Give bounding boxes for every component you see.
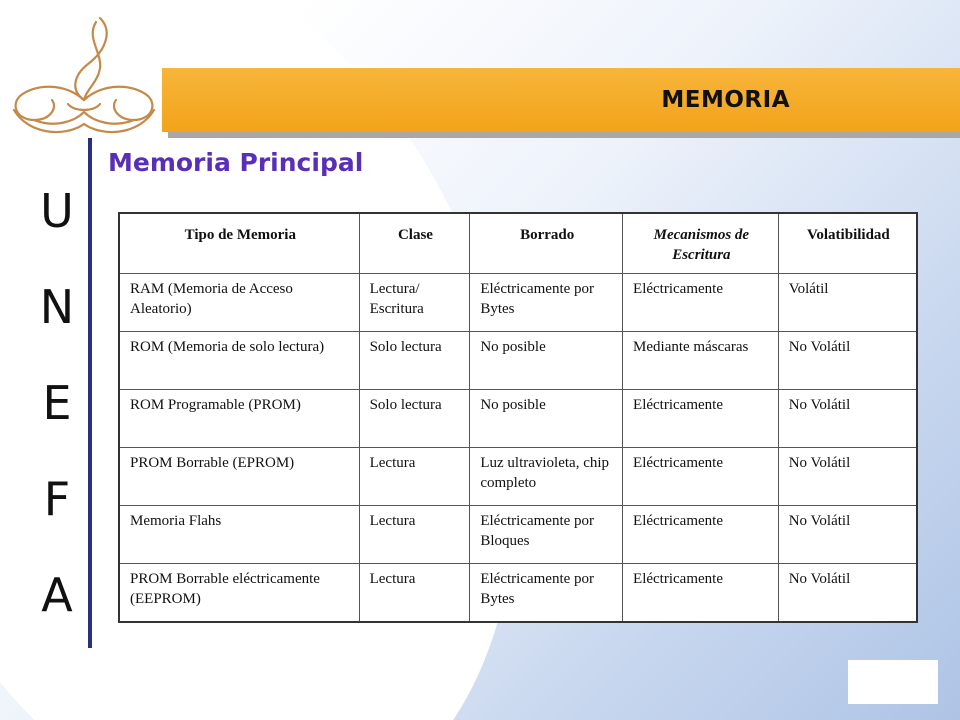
cell-volatilidad: Volátil [778, 274, 917, 332]
cell-borrado: Eléctricamente por Bloques [470, 506, 623, 564]
cell-mecanismo: Eléctricamente [623, 274, 779, 332]
table-row [119, 274, 917, 332]
cell-tipo: ROM (Memoria de solo lectura) [119, 332, 359, 390]
section-subtitle: Memoria Principal [108, 148, 364, 177]
cell-clase: Lectura/ Escritura [359, 274, 470, 332]
unefa-vertical-text [22, 178, 92, 658]
cell-tipo: PROM Borrable eléctricamente (EEPROM) [119, 564, 359, 622]
header-mecanismos: Mecanismos de Escritura [623, 213, 779, 274]
cell-mecanismo: Eléctricamente [623, 390, 779, 448]
letter-f: F [43, 472, 71, 526]
table-row [119, 332, 917, 390]
vertical-divider [88, 138, 92, 648]
cell-borrado: No posible [470, 332, 623, 390]
table-row [119, 506, 917, 564]
cell-mecanismo: Eléctricamente [623, 506, 779, 564]
cell-tipo: RAM (Memoria de Acceso Aleatorio) [119, 274, 359, 332]
table-row [119, 448, 917, 506]
cell-tipo: ROM Programable (PROM) [119, 390, 359, 448]
header-borrado: Borrado [470, 213, 623, 274]
cell-clase: Lectura [359, 448, 470, 506]
header-tipo: Tipo de Memoria [119, 213, 359, 274]
letter-e: E [42, 376, 72, 430]
ornament-swirl-icon [4, 12, 164, 144]
cell-mecanismo: Mediante máscaras [623, 332, 779, 390]
cell-tipo: PROM Borrable (EPROM) [119, 448, 359, 506]
header-volatibilidad: Volatibilidad [778, 213, 917, 274]
table-header-row [119, 213, 917, 274]
cell-borrado: Eléctricamente por Bytes [470, 564, 623, 622]
letter-u: U [40, 184, 74, 238]
cell-volatilidad: No Volátil [778, 564, 917, 622]
cell-borrado: No posible [470, 390, 623, 448]
corner-placeholder [848, 660, 938, 704]
table-row [119, 390, 917, 448]
cell-clase: Solo lectura [359, 390, 470, 448]
cell-volatilidad: No Volátil [778, 448, 917, 506]
cell-tipo: Memoria Flahs [119, 506, 359, 564]
cell-clase: Lectura [359, 506, 470, 564]
letter-n: N [39, 280, 75, 334]
cell-borrado: Eléctricamente por Bytes [470, 274, 623, 332]
table-row [119, 564, 917, 622]
cell-volatilidad: No Volátil [778, 390, 917, 448]
cell-volatilidad: No Volátil [778, 506, 917, 564]
cell-mecanismo: Eléctricamente [623, 564, 779, 622]
cell-volatilidad: No Volátil [778, 332, 917, 390]
cell-clase: Solo lectura [359, 332, 470, 390]
banner-title: MEMORIA [661, 87, 790, 113]
cell-mecanismo: Eléctricamente [623, 448, 779, 506]
header-clase: Clase [359, 213, 470, 274]
cell-clase: Lectura [359, 564, 470, 622]
letter-a: A [41, 568, 73, 622]
cell-borrado: Luz ultravioleta, chip completo [470, 448, 623, 506]
memory-types-table [118, 212, 918, 623]
